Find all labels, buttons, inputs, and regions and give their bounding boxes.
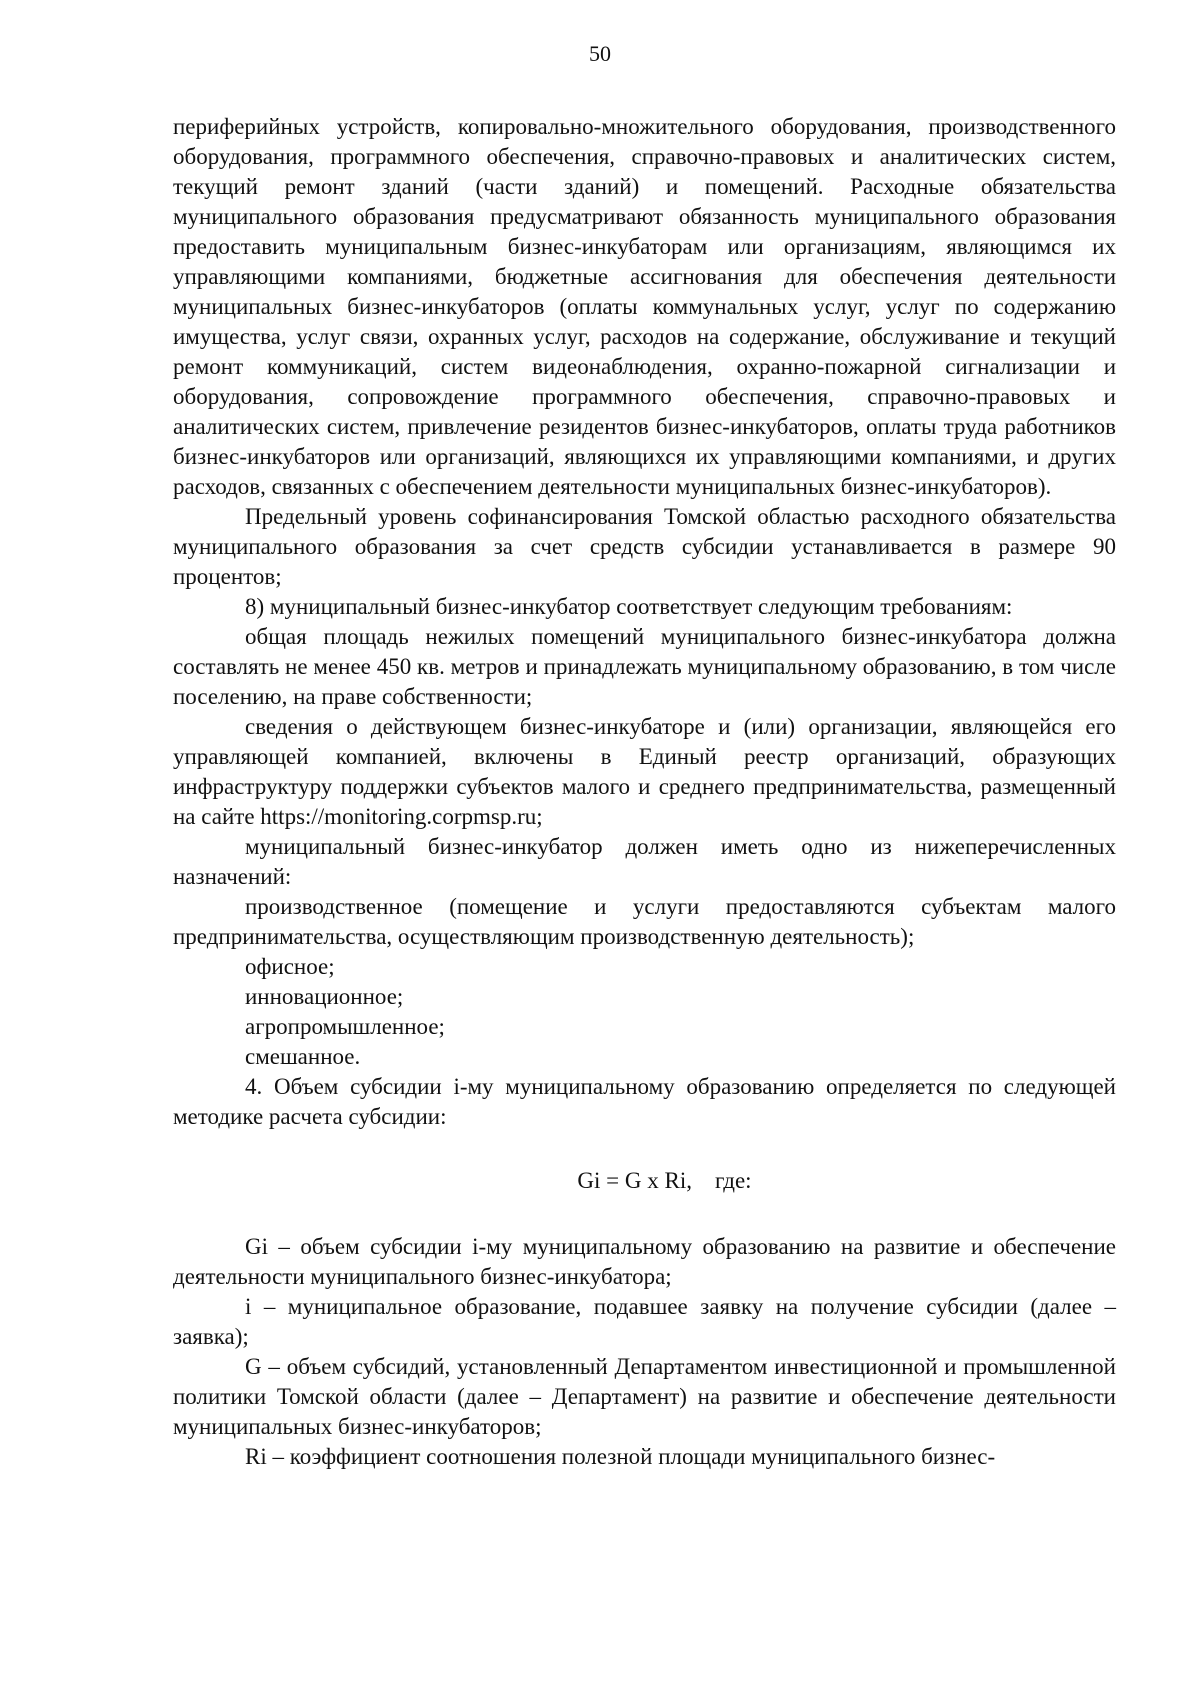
paragraph-cofinancing-level: Предельный уровень софинансирования Томской областью расходного обязательства муниципального образования за счет средств субсидии устанавливается в размере 90 процентов; [173, 504, 1116, 589]
paragraph-purpose: муниципальный бизнес-инкубатор должен иметь одно из нижеперечисленных назначений: [173, 834, 1116, 889]
list-item-agro: агропромышленное; [245, 1014, 445, 1039]
paragraph-registry: сведения о действующем бизнес-инкубаторе и (или) организации, являющейся его управляющей компанией, включены в Единый реестр организаций, образующих инфраструктуру поддержки субъектов малого и среднего предпринимательства, размещенный на сайте https://monitoring.corpmsp.ru; [173, 714, 1116, 829]
definition-i: i – муниципальное образование, подавшее заявку на получение субсидии (далее – заявка); [173, 1294, 1116, 1349]
definition-g: G – объем субсидий, установленный Департаментом инвестиционной и промышленной политики Томской области (далее – Департамент) на развитие и обеспечение деятельности муниципальных бизнес-инкубаторов; [173, 1354, 1116, 1439]
paragraph-subsidy-volume: 4. Объем субсидии i-му муниципальному образованию определяется по следующей методике расчета субсидии: [173, 1074, 1116, 1129]
list-item-innovation: инновационное; [245, 984, 404, 1009]
definition-ri: Ri – коэффициент соотношения полезной площади муниципального бизнес- [245, 1444, 996, 1469]
paragraph-floor-area: общая площадь нежилых помещений муниципального бизнес-инкубатора должна составлять не менее 450 кв. метров и принадлежать муниципальному образованию, в том числе поселению, на праве собственности; [173, 624, 1116, 709]
document-body [173, 112, 1116, 1472]
page-number: 50 [589, 41, 611, 66]
list-item-mixed: смешанное. [245, 1044, 361, 1069]
paragraph-continuation: периферийных устройств, копировально-множительного оборудования, производственного оборудования, программного обеспечения, справочно-правовых и аналитических систем, текущий ремонт зданий (части зданий) и помещений. Расходные обязательства муниципального образования предусматривают обязанность муниципального образования предоставить муниципальным бизнес-инкубаторам или организациям, являющимся их управляющими компаниями, бюджетные ассигнования для обеспечения деятельности муниципальных бизнес-инкубаторов (оплаты коммунальных услуг, услуг по содержанию имущества, услуг связи, охранных услуг, расходов на содержание, обслуживание и текущий ремонт коммуникаций, систем видеонаблюдения, охранно-пожарной сигнализации и оборудования, сопровождение программного обеспечения, справочно-правовых и аналитических систем, привлечение резидентов бизнес-инкубаторов, оплаты труда работников бизнес-инкубаторов или организаций, являющихся их управляющими компаниями, и других расходов, связанных с обеспечением деятельности муниципальных бизнес-инкубаторов). [173, 114, 1116, 499]
formula: Gi = G x Ri, где: [577, 1168, 752, 1193]
definition-gi: Gi – объем субсидии i-му муниципальному образованию на развитие и обеспечение деятельности муниципального бизнес-инкубатора; [173, 1234, 1116, 1289]
list-item-office: офисное; [245, 954, 335, 979]
paragraph-requirements-8: 8) муниципальный бизнес-инкубатор соответствует следующим требованиям: [245, 594, 1013, 619]
list-item-production: производственное (помещение и услуги предоставляются субъектам малого предпринимательства, осуществляющим производственную деятельность); [173, 894, 1116, 949]
